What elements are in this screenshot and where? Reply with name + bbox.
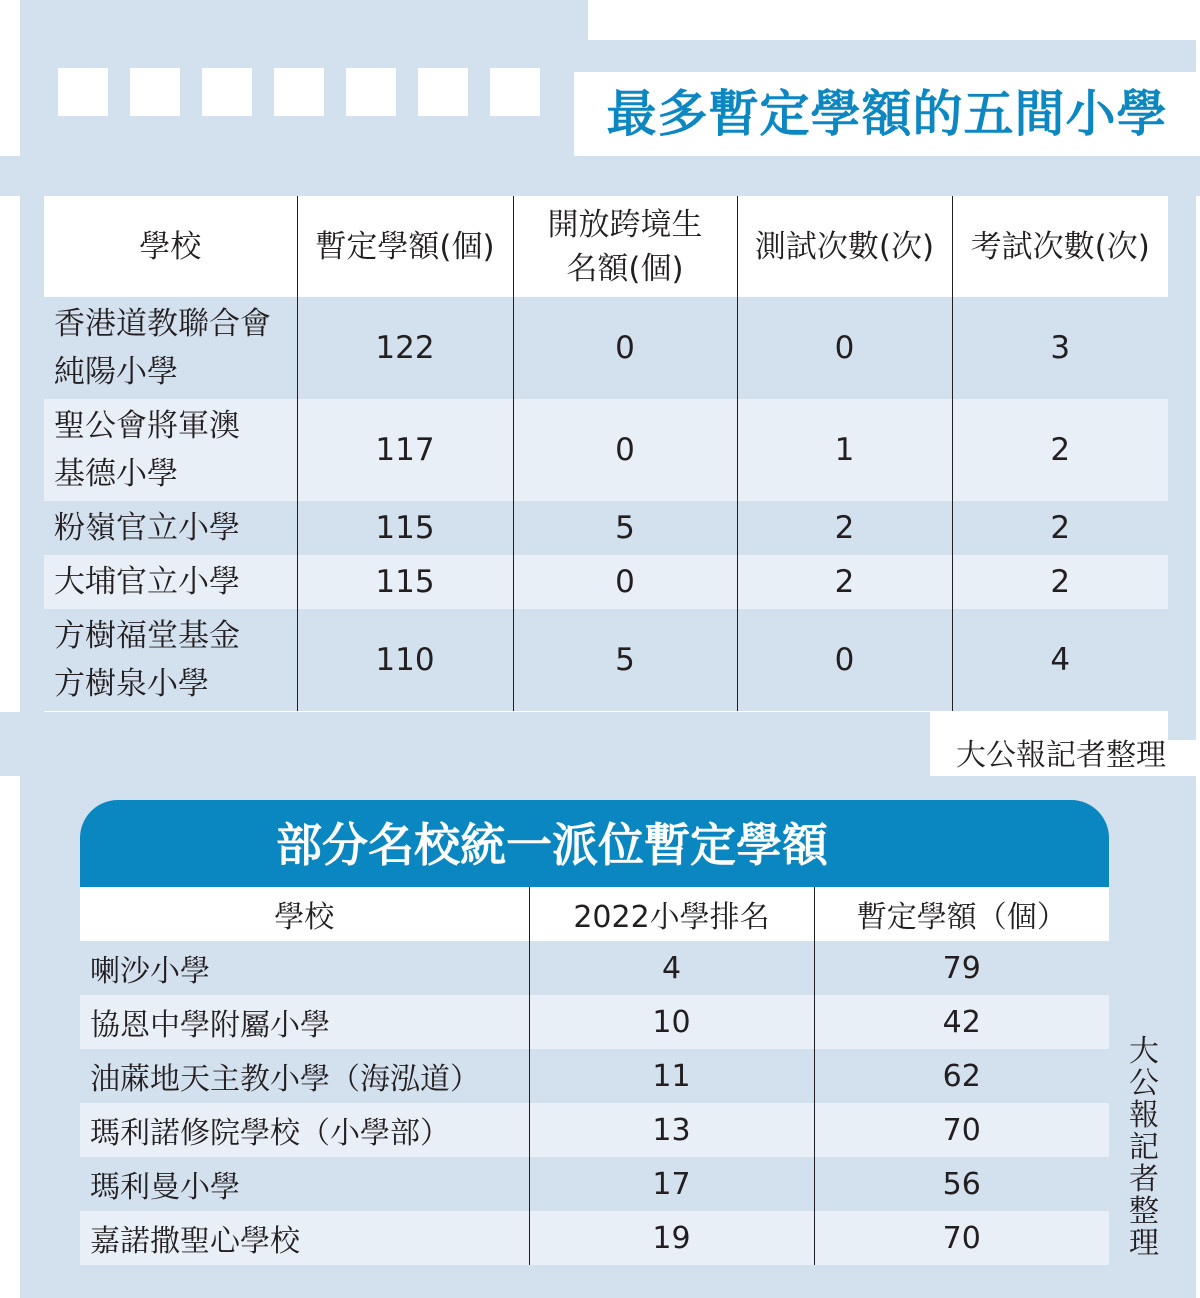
tests-cell: 0 [737, 609, 952, 711]
header-places: 暫定學額（個） [814, 887, 1109, 941]
table-row [44, 399, 1168, 501]
header-tests: 測試次數(次) [737, 196, 952, 297]
school-name: 協恩中學附屬小學 [80, 995, 529, 1049]
places-cell: 70 [814, 1211, 1109, 1265]
school-name: 方樹福堂基金方樹泉小學 [44, 609, 297, 711]
school-name: 嘉諾撒聖心學校 [80, 1211, 529, 1265]
places-cell: 110 [297, 609, 513, 711]
window-6 [418, 68, 468, 116]
table-row [80, 1103, 1109, 1157]
ranking-cell: 4 [529, 941, 814, 995]
school-name: 大埔官立小學 [44, 555, 297, 609]
table-row [44, 297, 1168, 399]
cross-border-cell: 5 [513, 501, 737, 555]
window-3 [202, 68, 252, 116]
table-row [80, 1211, 1109, 1265]
places-cell: 62 [814, 1049, 1109, 1103]
ranking-cell: 10 [529, 995, 814, 1049]
top-five-schools-table [44, 196, 1168, 711]
exams-cell: 2 [952, 501, 1168, 555]
table-header-row [44, 196, 1168, 297]
tests-cell: 1 [737, 399, 952, 501]
famous-schools-table [80, 887, 1109, 1265]
table1-title: 最多暫定學額的五間小學 [574, 72, 1200, 156]
school-name: 油蔴地天主教小學（海泓道） [80, 1049, 529, 1103]
header-exams: 考試次數(次) [952, 196, 1168, 297]
panel-left-edge [20, 196, 44, 740]
exams-cell: 4 [952, 609, 1168, 711]
header-ranking: 2022小學排名 [529, 887, 814, 941]
cross-border-cell: 5 [513, 609, 737, 711]
places-cell: 117 [297, 399, 513, 501]
exams-cell: 2 [952, 555, 1168, 609]
cross-border-cell: 0 [513, 399, 737, 501]
building-roof [20, 0, 588, 40]
school-name: 粉嶺官立小學 [44, 501, 297, 555]
exams-cell: 3 [952, 297, 1168, 399]
school-name: 聖公會將軍澳基德小學 [44, 399, 297, 501]
cross-border-cell: 0 [513, 555, 737, 609]
header-school: 學校 [80, 887, 529, 941]
source-credit-vertical: 大公報記者整理 [1129, 1034, 1159, 1261]
places-cell: 115 [297, 555, 513, 609]
header-cross-border: 開放跨境生名額(個) [513, 196, 737, 297]
header-school: 學校 [44, 196, 297, 297]
table-row [80, 941, 1109, 995]
exams-cell: 2 [952, 399, 1168, 501]
tests-cell: 2 [737, 555, 952, 609]
places-cell: 122 [297, 297, 513, 399]
school-name: 喇沙小學 [80, 941, 529, 995]
table2-title: 部分名校統一派位暫定學額 [80, 800, 1109, 887]
places-cell: 79 [814, 941, 1109, 995]
cross-border-cell: 0 [513, 297, 737, 399]
table-row [44, 555, 1168, 609]
window-7 [490, 68, 540, 116]
school-name: 香港道教聯合會純陽小學 [44, 297, 297, 399]
source-credit: 大公報記者整理 [956, 738, 1166, 773]
places-cell: 70 [814, 1103, 1109, 1157]
window-1 [58, 68, 108, 116]
table-header-row [80, 887, 1109, 941]
window-4 [274, 68, 324, 116]
ranking-cell: 17 [529, 1157, 814, 1211]
panel-bottom-band [0, 712, 930, 776]
table-row [80, 1157, 1109, 1211]
places-cell: 42 [814, 995, 1109, 1049]
school-name: 瑪利諾修院學校（小學部） [80, 1103, 529, 1157]
window-5 [346, 68, 396, 116]
building-base [0, 156, 1200, 196]
school-name: 瑪利曼小學 [80, 1157, 529, 1211]
tests-cell: 0 [737, 297, 952, 399]
table-row [44, 501, 1168, 555]
ranking-cell: 11 [529, 1049, 814, 1103]
ranking-cell: 19 [529, 1211, 814, 1265]
places-cell: 56 [814, 1157, 1109, 1211]
header-places: 暫定學額(個) [297, 196, 513, 297]
window-2 [130, 68, 180, 116]
table-row [80, 995, 1109, 1049]
ranking-cell: 13 [529, 1103, 814, 1157]
table-row [80, 1049, 1109, 1103]
panel-right-edge [1168, 196, 1196, 740]
places-cell: 115 [297, 501, 513, 555]
tests-cell: 2 [737, 501, 952, 555]
table-row [44, 609, 1168, 711]
